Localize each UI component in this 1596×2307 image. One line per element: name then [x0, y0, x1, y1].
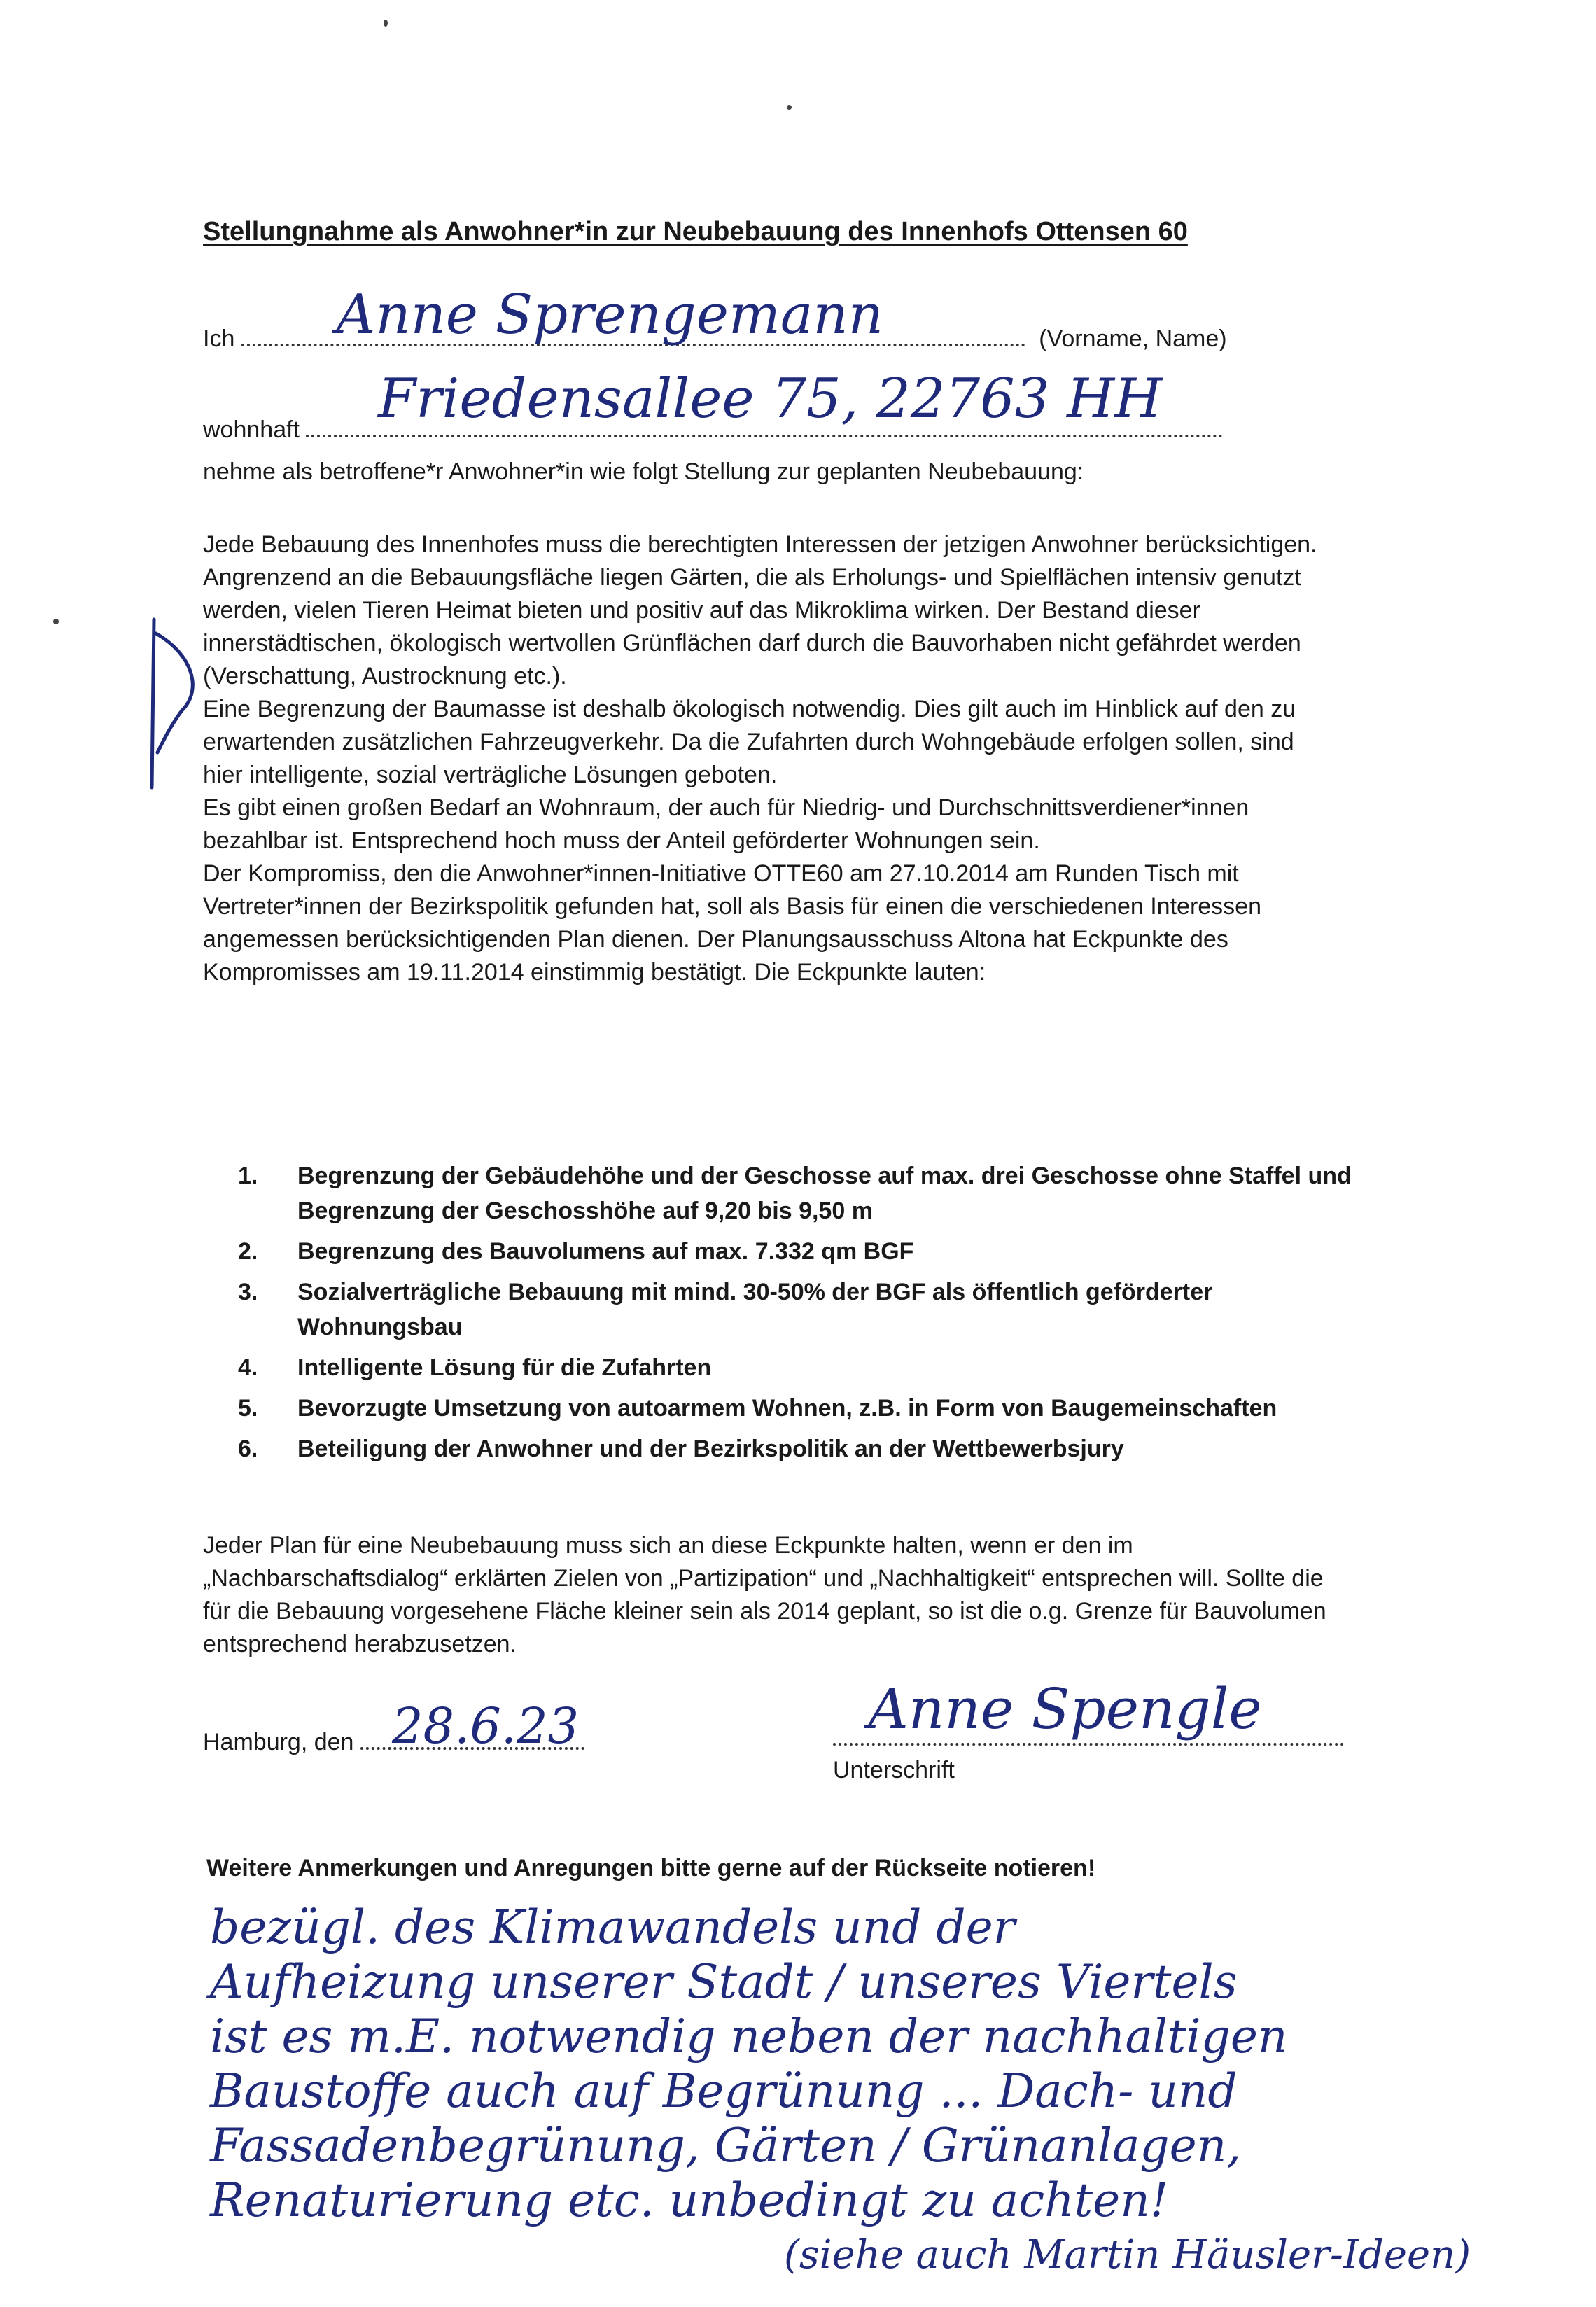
name-suffix: (Vorname, Name)	[1039, 325, 1227, 352]
key-point-number: 5.	[238, 1395, 258, 1422]
scan-speck	[53, 619, 59, 624]
key-point	[238, 1391, 1358, 1426]
footer-note: Weitere Anmerkungen und Anregungen bitte gerne auf der Rückseite notieren!	[206, 1855, 1096, 1881]
date-handwritten: 28.6.23	[392, 1697, 580, 1755]
body-paragraph: Der Kompromiss, den die Anwohner*innen-Initiative OTTE60 am 27.10.2014 am Runden Tisch mit Vertreter*innen der Bezirkspolitik gefunden hat, soll als Basis für einen die verschiedenen Interessen angemessen berücksichtigenden Plan dienen. Der Planungsausschuss Altona hat Eckpunkte des Kompromisses am 19.11.2014 einstimmig bestätigt. Die Eckpunkte lauten:	[203, 860, 1261, 986]
key-point-number: 4.	[238, 1354, 258, 1381]
key-point-text: Beteiligung der Anwohner und der Bezirkspolitik an der Wettbewerbsjury	[298, 1436, 1124, 1462]
handwritten-note-line: Baustoffe auch auf Begrünung ... Dach- und	[210, 2064, 1238, 2118]
name-handwritten: Anne Sprengemann	[336, 283, 883, 346]
key-point	[238, 1350, 1358, 1385]
body-text	[203, 528, 1337, 989]
signature-dotted-line	[833, 1743, 1344, 1746]
key-point-text: Begrenzung des Bauvolumens auf max. 7.332 qm BGF	[298, 1238, 914, 1265]
signature-label: Unterschrift	[833, 1757, 955, 1783]
key-point-number: 3.	[238, 1279, 258, 1305]
handwritten-note-line: Aufheizung unserer Stadt / unseres Viertels	[210, 1955, 1238, 2009]
scan-speck	[384, 20, 388, 27]
name-prefix: Ich	[203, 325, 235, 352]
key-point	[238, 1275, 1358, 1345]
key-point-text: Begrenzung der Gebäudehöhe und der Geschosse auf max. drei Geschosse ohne Staffel und Begrenzung der Geschosshöhe auf 9,20 bis 9,50 m	[298, 1163, 1352, 1224]
key-point	[238, 1431, 1358, 1466]
body-paragraph: Angrenzend an die Bebauungsfläche liegen Gärten, die als Erholungs- und Spielflächen intensiv genutzt werden, vielen Tieren Heimat bieten und positiv auf das Mikroklima wirken. Der Bestand dieser innerstädtischen, ökologisch wertvollen Grünflächen darf durch die Bauvorhaben nicht gefährdet werden (Verschattung, Austrocknung etc.).	[203, 564, 1301, 689]
key-point-number: 1.	[238, 1163, 258, 1189]
handwritten-note-line: (siehe auch Martin Häusler-Ideen)	[784, 2232, 1471, 2278]
key-points-list	[238, 1158, 1358, 1472]
handwritten-notes	[210, 1900, 1582, 2283]
closing-text	[203, 1529, 1337, 1661]
document-title: Stellungnahme als Anwohner*in zur Neubebauung des Innenhofs Ottensen 60	[203, 217, 1188, 246]
key-point-number: 2.	[238, 1238, 258, 1265]
handwritten-note-line: ist es m.E. notwendig neben der nachhaltigen	[210, 2010, 1288, 2063]
scan-speck	[787, 105, 792, 110]
handwritten-note-line: Renaturierung etc. unbedingt zu achten!	[210, 2173, 1169, 2227]
key-point-number: 6.	[238, 1436, 258, 1462]
key-point	[238, 1234, 1358, 1269]
handwritten-note-line: bezügl. des Klimawandels und der	[210, 1900, 1016, 1954]
key-point-text: Intelligente Lösung für die Zufahrten	[298, 1354, 712, 1381]
key-point-text: Bevorzugte Umsetzung von autoarmem Wohnen, z.B. in Form von Baugemeinschaften	[298, 1395, 1278, 1422]
body-paragraph: Jede Bebauung des Innenhofes muss die berechtigten Interessen der jetzigen Anwohner berücksichtigen.	[203, 531, 1317, 558]
address-prefix: wohnhaft	[203, 416, 300, 443]
date-prefix: Hamburg, den	[203, 1729, 354, 1755]
address-handwritten: Friedensallee 75, 22763 HH	[378, 367, 1163, 430]
intro-text: nehme als betroffene*r Anwohner*in wie folgt Stellung zur geplanten Neubebauung:	[203, 458, 1084, 485]
signature-handwritten: Anne Spengle	[868, 1676, 1262, 1741]
handwritten-note-line: Fassadenbegrünung, Gärten / Grünanlagen,	[210, 2119, 1242, 2173]
key-point-text: Sozialverträgliche Bebauung mit mind. 30-50% der BGF als öffentlich geförderter Wohnungsbau	[298, 1279, 1213, 1340]
body-paragraph: Eine Begrenzung der Baumasse ist deshalb ökologisch notwendig. Dies gilt auch im Hinblick auf den zu erwartenden zusätzlichen Fahrzeugverkehr. Da die Zufahrten durch Wohngebäude erfolgen sollen, sind hier intelligente, sozial verträgliche Lösungen geboten.	[203, 696, 1296, 788]
body-paragraph: Es gibt einen großen Bedarf an Wohnraum, der auch für Niedrig- und Durchschnittsverdiener*innen bezahlbar ist. Entsprechend hoch muss der Anteil geförderter Wohnungen sein.	[203, 794, 1250, 854]
key-point	[238, 1158, 1358, 1228]
closing-paragraph: Jeder Plan für eine Neubebauung muss sich an diese Eckpunkte halten, wenn er den im „Nachbarschaftsdialog“ erklärten Zielen von „Partizipation“ und „Nachhaltigkeit“ entsprechen will. Sollte die für die Bebauung vorgesehene Fläche kleiner sein als 2014 geplant, so ist die o.g. Grenze für Bauvolumen entsprechend herabzusetzen.	[203, 1532, 1326, 1657]
